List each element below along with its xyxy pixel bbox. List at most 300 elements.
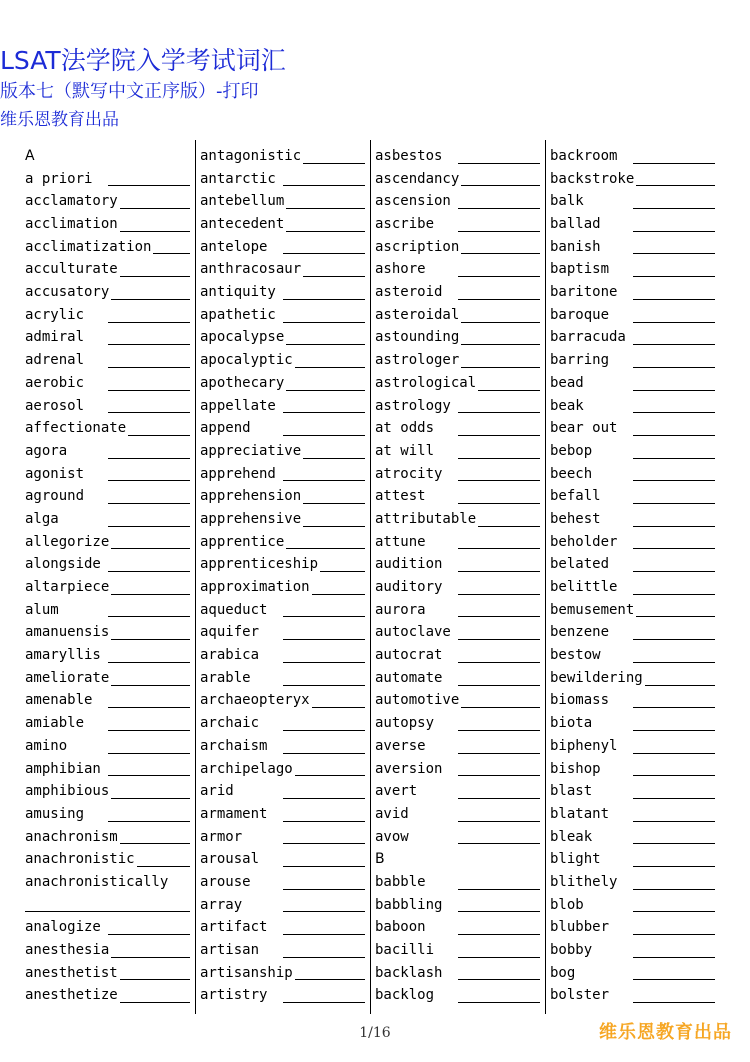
vocab-row: [550, 372, 715, 395]
vocab-row: [375, 712, 540, 735]
vocab-word: alum: [25, 601, 59, 618]
vocab-word: aquifer: [200, 624, 260, 641]
vocab-row: [200, 508, 365, 531]
answer-blank[interactable]: [633, 480, 715, 481]
answer-blank[interactable]: [458, 889, 540, 890]
answer-blank[interactable]: [633, 979, 715, 980]
vocab-row: [375, 258, 540, 281]
answer-blank[interactable]: [633, 889, 715, 890]
vocab-word: approximation: [200, 579, 310, 596]
answer-blank[interactable]: [633, 1002, 715, 1003]
vocab-word: apprehensive: [200, 510, 302, 527]
answer-blank[interactable]: [286, 208, 365, 209]
vocab-word: ballad: [550, 216, 601, 233]
answer-blank[interactable]: [633, 934, 715, 935]
vocab-row: [200, 349, 365, 372]
answer-blank-row: [25, 894, 190, 917]
vocab-row: [375, 984, 540, 1007]
answer-blank[interactable]: [111, 548, 190, 549]
vocab-row: [375, 531, 540, 554]
vocab-word: asteroid: [375, 284, 443, 301]
vocab-row: [375, 667, 540, 690]
vocab-word: amiable: [25, 715, 85, 732]
vocab-row: [25, 190, 190, 213]
answer-blank[interactable]: [283, 480, 365, 481]
vocab-word: avow: [375, 828, 409, 845]
vocab-word: baboon: [375, 919, 426, 936]
answer-blank[interactable]: [295, 979, 365, 980]
vocab-row: [550, 826, 715, 849]
vocab-word: amenable: [25, 692, 93, 709]
vocab-row: [550, 304, 715, 327]
answer-blank[interactable]: [120, 208, 190, 209]
vocab-word: anachronism: [25, 828, 118, 845]
answer-blank[interactable]: [461, 367, 540, 368]
answer-blank[interactable]: [478, 390, 540, 391]
answer-blank[interactable]: [108, 412, 190, 413]
answer-blank[interactable]: [633, 707, 715, 708]
vocab-word: append: [200, 420, 251, 437]
vocab-word: antelope: [200, 238, 268, 255]
vocab-row: [25, 644, 190, 667]
answer-blank[interactable]: [108, 185, 190, 186]
answer-blank[interactable]: [108, 344, 190, 345]
vocab-row: [550, 213, 715, 236]
answer-blank[interactable]: [153, 253, 190, 254]
vocab-row: [25, 349, 190, 372]
answer-blank[interactable]: [120, 231, 190, 232]
vocab-row: [25, 735, 190, 758]
answer-blank[interactable]: [633, 253, 715, 254]
answer-blank[interactable]: [320, 571, 365, 572]
vocab-row: [200, 395, 365, 418]
answer-blank[interactable]: [633, 344, 715, 345]
vocab-word: at odds: [375, 420, 435, 437]
vocab-word: antarctic: [200, 170, 276, 187]
vocab-row: [375, 168, 540, 191]
vocab-row: [25, 372, 190, 395]
answer-blank[interactable]: [633, 957, 715, 958]
vocab-word: artifact: [200, 919, 268, 936]
vocab-word: aurora: [375, 601, 426, 618]
answer-blank[interactable]: [458, 412, 540, 413]
vocab-row: [25, 803, 190, 826]
answer-blank[interactable]: [458, 163, 540, 164]
answer-blank[interactable]: [283, 730, 365, 731]
vocab-row: [550, 848, 715, 871]
vocab-word: backlash: [375, 964, 443, 981]
vocab-row: [550, 644, 715, 667]
answer-blank[interactable]: [108, 616, 190, 617]
vocab-word: bishop: [550, 760, 601, 777]
answer-blank[interactable]: [636, 616, 715, 617]
answer-blank[interactable]: [461, 322, 540, 323]
vocab-row: [25, 258, 190, 281]
answer-blank[interactable]: [461, 253, 540, 254]
answer-blank[interactable]: [108, 390, 190, 391]
answer-blank[interactable]: [633, 276, 715, 277]
vocab-word: babble: [375, 873, 426, 890]
answer-blank[interactable]: [458, 662, 540, 663]
answer-blank[interactable]: [633, 571, 715, 572]
answer-blank[interactable]: [283, 911, 365, 912]
answer-blank[interactable]: [458, 798, 540, 799]
answer-blank[interactable]: [461, 344, 540, 345]
vocab-row: [550, 690, 715, 713]
answer-blank[interactable]: [461, 185, 540, 186]
answer-blank[interactable]: [633, 730, 715, 731]
answer-blank[interactable]: [633, 548, 715, 549]
answer-blank[interactable]: [633, 458, 715, 459]
answer-blank[interactable]: [461, 707, 540, 708]
vocab-row: [375, 440, 540, 463]
answer-blank[interactable]: [283, 889, 365, 890]
answer-blank[interactable]: [633, 866, 715, 867]
answer-blank[interactable]: [108, 753, 190, 754]
vocab-row: [550, 440, 715, 463]
vocab-row: [200, 599, 365, 622]
answer-blank[interactable]: [108, 367, 190, 368]
answer-blank[interactable]: [458, 775, 540, 776]
vocab-row: [550, 599, 715, 622]
vocab-word: bemusement: [550, 601, 635, 618]
vocab-word: attest: [375, 488, 426, 505]
answer-blank[interactable]: [633, 639, 715, 640]
answer-blank[interactable]: [108, 775, 190, 776]
answer-blank[interactable]: [137, 866, 190, 867]
answer-blank[interactable]: [633, 322, 715, 323]
answer-blank[interactable]: [458, 821, 540, 822]
vocab-row: [375, 145, 540, 168]
answer-blank[interactable]: [283, 412, 365, 413]
vocab-word: antagonistic: [200, 147, 302, 164]
answer-blank[interactable]: [458, 435, 540, 436]
answer-blank[interactable]: [458, 299, 540, 300]
vocab-row: [200, 826, 365, 849]
answer-blank[interactable]: [633, 821, 715, 822]
answer-blank[interactable]: [120, 979, 190, 980]
vocab-row: [375, 576, 540, 599]
vocab-row: [200, 304, 365, 327]
vocab-word: artistry: [200, 987, 268, 1004]
answer-blank[interactable]: [303, 526, 365, 527]
vocab-word: ascendancy: [375, 170, 460, 187]
answer-blank[interactable]: [283, 843, 365, 844]
answer-blank[interactable]: [283, 957, 365, 958]
vocab-row: [200, 463, 365, 486]
vocab-word: affectionate: [25, 420, 127, 437]
vocab-row: [550, 984, 715, 1007]
vocab-word: befall: [550, 488, 601, 505]
answer-blank[interactable]: [283, 616, 365, 617]
answer-blank[interactable]: [111, 639, 190, 640]
answer-blank[interactable]: [458, 548, 540, 549]
document-title: LSAT法学院入学考试词汇: [0, 46, 286, 75]
vocab-word: aerosol: [25, 397, 85, 414]
vocab-word: balk: [550, 193, 584, 210]
answer-blank[interactable]: [283, 821, 365, 822]
vocab-row: [550, 553, 715, 576]
answer-blank[interactable]: [633, 775, 715, 776]
answer-blank[interactable]: [108, 934, 190, 935]
vocab-word: belittle: [550, 579, 618, 596]
answer-blank[interactable]: [286, 344, 365, 345]
answer-blank[interactable]: [111, 685, 190, 686]
answer-blank[interactable]: [458, 639, 540, 640]
vocab-row: [25, 168, 190, 191]
vocab-word: ascribe: [375, 216, 435, 233]
answer-blank[interactable]: [633, 753, 715, 754]
answer-blank[interactable]: [458, 979, 540, 980]
answer-blank[interactable]: [458, 730, 540, 731]
vocab-word: appellate: [200, 397, 276, 414]
answer-blank[interactable]: [108, 571, 190, 572]
vocab-row: [550, 531, 715, 554]
vocab-row: [25, 440, 190, 463]
answer-blank[interactable]: [458, 753, 540, 754]
vocab-word: bog: [550, 964, 576, 981]
answer-blank[interactable]: [108, 707, 190, 708]
vocab-word: avid: [375, 805, 409, 822]
answer-blank[interactable]: [108, 821, 190, 822]
vocab-row: [200, 417, 365, 440]
answer-blank[interactable]: [478, 526, 540, 527]
vocab-row: [25, 758, 190, 781]
vocab-row: [25, 916, 190, 939]
answer-blank[interactable]: [283, 866, 365, 867]
answer-blank[interactable]: [25, 911, 190, 912]
answer-blank[interactable]: [295, 775, 365, 776]
answer-blank[interactable]: [633, 299, 715, 300]
vocab-row: [375, 213, 540, 236]
vocab-word: at will: [375, 442, 435, 459]
vocab-row: [375, 236, 540, 259]
answer-blank[interactable]: [633, 163, 715, 164]
vocabulary-columns: [25, 145, 725, 1013]
vocab-word: automotive: [375, 692, 460, 709]
vocab-word: acrylic: [25, 306, 85, 323]
answer-blank[interactable]: [458, 503, 540, 504]
vocab-row: [25, 236, 190, 259]
answer-blank[interactable]: [633, 843, 715, 844]
vocab-word: archaic: [200, 715, 260, 732]
vocab-word: astrological: [375, 374, 477, 391]
vocab-row: [375, 327, 540, 350]
vocab-row: [200, 531, 365, 554]
answer-blank[interactable]: [111, 594, 190, 595]
answer-blank[interactable]: [458, 685, 540, 686]
answer-blank[interactable]: [458, 1002, 540, 1003]
vocab-row: [200, 939, 365, 962]
vocab-row: [200, 916, 365, 939]
answer-blank[interactable]: [633, 594, 715, 595]
vocab-word: astrologer: [375, 352, 460, 369]
vocab-word: anthracosaur: [200, 261, 302, 278]
vocab-word: anachronistic: [25, 851, 135, 868]
answer-blank[interactable]: [283, 639, 365, 640]
vocab-row: [200, 621, 365, 644]
answer-blank[interactable]: [458, 843, 540, 844]
vocab-row: [550, 780, 715, 803]
answer-blank[interactable]: [633, 526, 715, 527]
vocab-row: [550, 939, 715, 962]
vocab-row: [200, 258, 365, 281]
answer-blank[interactable]: [283, 798, 365, 799]
answer-blank[interactable]: [633, 412, 715, 413]
vocab-row: [375, 508, 540, 531]
answer-blank[interactable]: [633, 911, 715, 912]
answer-blank[interactable]: [120, 276, 190, 277]
answer-blank[interactable]: [108, 730, 190, 731]
answer-blank[interactable]: [286, 548, 365, 549]
vocab-row: [550, 735, 715, 758]
vocab-row: [200, 871, 365, 894]
answer-blank[interactable]: [633, 798, 715, 799]
answer-blank[interactable]: [283, 299, 365, 300]
vocab-word: blast: [550, 783, 593, 800]
answer-blank[interactable]: [458, 571, 540, 572]
vocab-word: admiral: [25, 329, 85, 346]
vocab-row: [25, 304, 190, 327]
answer-blank[interactable]: [283, 662, 365, 663]
answer-blank[interactable]: [111, 299, 190, 300]
vocab-row: [375, 349, 540, 372]
vocab-row: [550, 962, 715, 985]
answer-blank[interactable]: [458, 594, 540, 595]
vocab-word: autoclave: [375, 624, 451, 641]
answer-blank[interactable]: [312, 594, 365, 595]
answer-blank[interactable]: [458, 208, 540, 209]
vocab-word: autocrat: [375, 647, 443, 664]
answer-blank[interactable]: [286, 231, 365, 232]
vocab-word: beak: [550, 397, 584, 414]
vocab-row: [25, 690, 190, 713]
answer-blank[interactable]: [458, 616, 540, 617]
vocab-row: [200, 894, 365, 917]
answer-blank[interactable]: [283, 322, 365, 323]
answer-blank[interactable]: [458, 957, 540, 958]
vocab-row: [25, 826, 190, 849]
vocab-row: [200, 644, 365, 667]
answer-blank[interactable]: [633, 662, 715, 663]
vocab-row: [375, 758, 540, 781]
vocab-word: beech: [550, 465, 593, 482]
vocab-row: [375, 463, 540, 486]
answer-blank[interactable]: [633, 208, 715, 209]
answer-blank[interactable]: [108, 526, 190, 527]
vocab-row: [375, 281, 540, 304]
answer-blank[interactable]: [120, 843, 190, 844]
vocab-row: [200, 327, 365, 350]
answer-blank[interactable]: [283, 185, 365, 186]
answer-blank[interactable]: [128, 435, 190, 436]
answer-blank[interactable]: [283, 1002, 365, 1003]
answer-blank[interactable]: [295, 367, 365, 368]
answer-blank[interactable]: [458, 911, 540, 912]
answer-blank[interactable]: [283, 435, 365, 436]
vocab-word: appreciative: [200, 442, 302, 459]
vocab-word: automate: [375, 669, 443, 686]
vocab-word: arabica: [200, 647, 260, 664]
vocab-row: [375, 372, 540, 395]
answer-blank[interactable]: [633, 390, 715, 391]
vocab-row: [200, 962, 365, 985]
vocab-word: agonist: [25, 465, 85, 482]
vocab-row: [375, 939, 540, 962]
answer-blank[interactable]: [633, 503, 715, 504]
answer-blank[interactable]: [283, 685, 365, 686]
vocab-word: audition: [375, 556, 443, 573]
answer-blank[interactable]: [108, 458, 190, 459]
answer-blank[interactable]: [458, 934, 540, 935]
answer-blank[interactable]: [645, 685, 715, 686]
vocab-row: [25, 848, 190, 871]
vocab-row: [25, 553, 190, 576]
vocab-word: apocalypse: [200, 329, 285, 346]
answer-blank[interactable]: [283, 253, 365, 254]
vocab-word: atrocity: [375, 465, 443, 482]
answer-blank[interactable]: [120, 1002, 190, 1003]
vocab-row: [375, 803, 540, 826]
answer-blank[interactable]: [303, 503, 365, 504]
vocab-word: baritone: [550, 284, 618, 301]
vocab-word: belated: [550, 556, 610, 573]
vocab-row: [550, 168, 715, 191]
answer-blank[interactable]: [303, 163, 365, 164]
answer-blank[interactable]: [303, 276, 365, 277]
answer-blank[interactable]: [303, 458, 365, 459]
vocab-word: ameliorate: [25, 669, 110, 686]
vocab-row: [25, 485, 190, 508]
answer-blank[interactable]: [286, 390, 365, 391]
answer-blank[interactable]: [458, 458, 540, 459]
vocab-row: [200, 848, 365, 871]
answer-blank[interactable]: [633, 231, 715, 232]
vocab-word: apprentice: [200, 533, 285, 550]
vocab-word: bacilli: [375, 942, 435, 959]
answer-blank[interactable]: [633, 435, 715, 436]
vocab-word: blubber: [550, 919, 610, 936]
answer-blank[interactable]: [108, 322, 190, 323]
vocab-word: autopsy: [375, 715, 435, 732]
answer-blank[interactable]: [108, 503, 190, 504]
answer-blank[interactable]: [636, 185, 715, 186]
answer-blank[interactable]: [283, 753, 365, 754]
vocab-word: analogize: [25, 919, 101, 936]
vocab-word: armor: [200, 828, 243, 845]
answer-blank[interactable]: [111, 798, 190, 799]
answer-blank[interactable]: [458, 276, 540, 277]
answer-blank[interactable]: [108, 662, 190, 663]
vocab-word: altarpiece: [25, 579, 110, 596]
vocab-row: [25, 621, 190, 644]
vocab-word: array: [200, 896, 243, 913]
vocab-row: [550, 145, 715, 168]
answer-blank[interactable]: [108, 480, 190, 481]
answer-blank[interactable]: [312, 707, 365, 708]
vocab-word: aground: [25, 488, 85, 505]
answer-blank[interactable]: [283, 934, 365, 935]
answer-blank[interactable]: [458, 480, 540, 481]
answer-blank[interactable]: [111, 957, 190, 958]
vocab-word: astounding: [375, 329, 460, 346]
vocab-word: beholder: [550, 533, 618, 550]
answer-blank[interactable]: [458, 231, 540, 232]
vocab-word: biphenyl: [550, 737, 618, 754]
vocab-word: archaism: [200, 737, 268, 754]
vocab-row: [200, 145, 365, 168]
answer-blank[interactable]: [633, 367, 715, 368]
